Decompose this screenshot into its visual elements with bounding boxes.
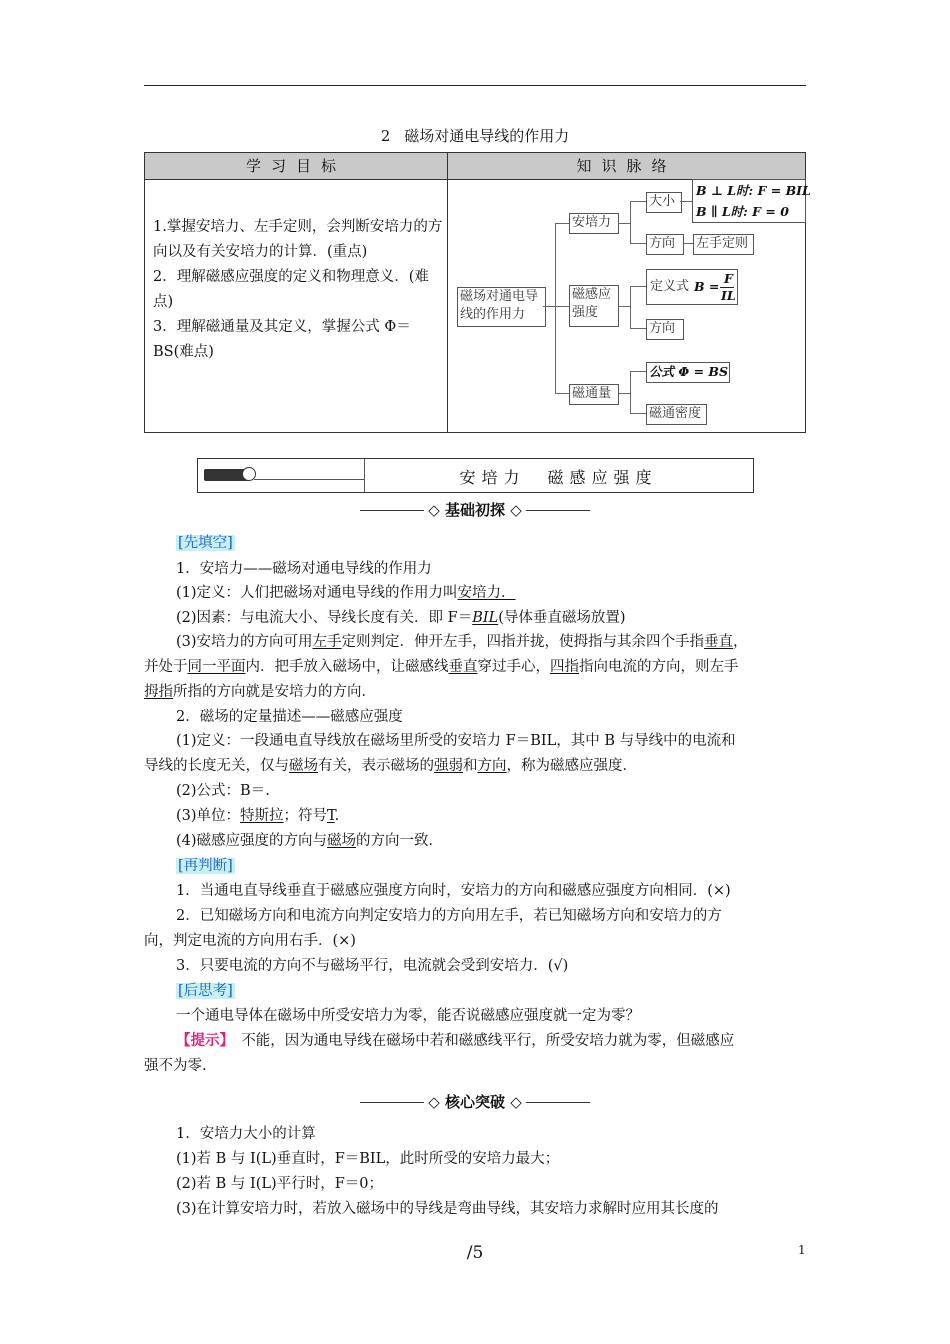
mindmap-direction: 方向 <box>646 234 684 255</box>
section-divider-core: ◇ 核心突破 ◇ <box>0 1091 950 1112</box>
text-line: (2)若 B 与 I(L)平行时，F＝0； <box>176 1176 383 1192</box>
mindmap-flux: 磁通量 <box>569 384 619 405</box>
goal-item: 3．理解磁通量及其定义，掌握公式 Φ＝BS(难点) <box>153 319 411 360</box>
section-divider-basics: ◇ 基础初探 ◇ <box>0 499 950 520</box>
mindmap-induction: 磁感应强度 <box>569 285 619 327</box>
page-number: 1 <box>798 1243 806 1257</box>
text-line: (1)若 B 与 I(L)垂直时，F＝BIL，此时所受的安培力最大； <box>176 1151 560 1167</box>
top-rule <box>144 85 806 86</box>
text-line: 并处于同一平面内．把手放入磁场中，让磁感线垂直穿过手心，四指指向电流的方向，则左手 <box>144 659 739 675</box>
goals-list <box>153 215 443 365</box>
text-line: (1)定义：人们把磁场对通电导线的作用力叫安培力． <box>176 585 516 601</box>
table-divider <box>447 153 448 432</box>
text-line: 导线的长度无关，仅与磁场有关，表示磁场的强弱和方向，称为磁感应强度． <box>144 758 637 774</box>
text-line: 一个通电导体在磁场中所受安培力为零，能否说磁感应强度就一定为零？ <box>176 1008 640 1024</box>
mindmap-flux-density: 磁通密度 <box>646 404 707 425</box>
text-line: (1)定义：一段通电直导线放在磁场里所受的安培力 F＝BIL，其中 B 与导线中的电流和 <box>176 733 736 749</box>
tag-fill-blank: [先填空] <box>178 535 233 551</box>
table-header-knowledge: 知识脉络 <box>448 153 805 180</box>
hint-line: 【提示】 不能，因为通电导线在磁场中若和磁感线平行，所受安培力就为零，但磁感应 <box>176 1032 735 1049</box>
text-line: 1．安培力——磁场对通电导线的作用力 <box>176 561 432 577</box>
tag-rejudge: [再判断] <box>178 858 233 874</box>
goal-item: 2．理解磁感应强度的定义和物理意义．(难点) <box>153 269 429 310</box>
text-line: (3)单位：特斯拉；符号T. <box>176 808 340 824</box>
text-line: 强不为零. <box>144 1058 207 1074</box>
text-line: 1．当通电直导线垂直于磁感应强度方向时，安培力的方向和磁感应强度方向相同．(×) <box>176 883 731 899</box>
mindmap-size: 大小 <box>646 192 682 213</box>
text-line: (3)在计算安培力时，若放入磁场中的导线是弯曲导线，其安培力求解时应用其长度的 <box>176 1201 719 1217</box>
text-line: (2)因素：与电流大小、导线长度有关．即 F＝BIL(导体垂直磁场放置) <box>176 610 626 626</box>
mindmap-left-hand-rule: 左手定则 <box>693 234 754 255</box>
tag-reflect: [后思考] <box>178 983 233 999</box>
table-header-goals: 学习目标 <box>145 153 448 180</box>
page-title: 2 磁场对通电导线的作用力 <box>380 127 570 145</box>
text-line: 向，判定电流的方向用右手．(×) <box>144 933 356 949</box>
text-line: 3．只要电流的方向不与磁场平行，电流就会受到安培力．(√) <box>176 958 569 974</box>
goal-item: 1.掌握安培力、左手定则，会判断安培力的方向以及有关安培力的计算．(重点) <box>153 219 443 260</box>
objectives-table: 学习目标 知识脉络 1.掌握安培力、左手定则，会判断安培力的方向以及有关安培力的计算．(重点) 2．理解磁感应强度的定义和物理意义．(难点) 3．理解磁通量及其定义，掌握公式 Φ＝BS(难点) 磁场对通电导线的作用力 安培力 大小 B ⊥ L时: F = BIL B ∥ L时: F = 0 方向 左手定则 磁感应强度 定义式 B = F IL 方向 磁通量 公式 Φ = BS 磁通密度 <box>144 152 806 433</box>
mindmap-definition: 定义式 B = F IL <box>646 269 738 305</box>
mindmap-ampere-force: 安培力 <box>569 213 619 234</box>
text-line: 拇指所指的方向就是安培力的方向． <box>144 684 376 700</box>
text-line: 2．已知磁场方向和电流方向判定安培力的方向用左手，若已知磁场方向和安培力的方 <box>176 908 722 924</box>
mindmap-flux-formula: 公式 Φ = BS <box>646 362 730 383</box>
banner-title: 安培力 磁感应强度 <box>459 468 658 487</box>
text-line: (2)公式：B＝. <box>176 783 270 799</box>
text-line: (4)磁感应强度的方向与磁场的方向一致． <box>176 833 444 849</box>
text-line: 1．安培力大小的计算 <box>176 1126 316 1142</box>
mindmap-root: 磁场对通电导线的作用力 <box>457 287 546 327</box>
mindmap-direction-2: 方向 <box>646 319 684 340</box>
section-banner <box>197 458 754 493</box>
text-line: 2．磁场的定量描述——磁感应强度 <box>176 709 403 725</box>
text-line: (3)安培力的方向可用左手定则判定．伸开左手，四指并拢，使拇指与其余四个手指垂直， <box>176 634 748 650</box>
page-count: /5 <box>466 1243 484 1263</box>
